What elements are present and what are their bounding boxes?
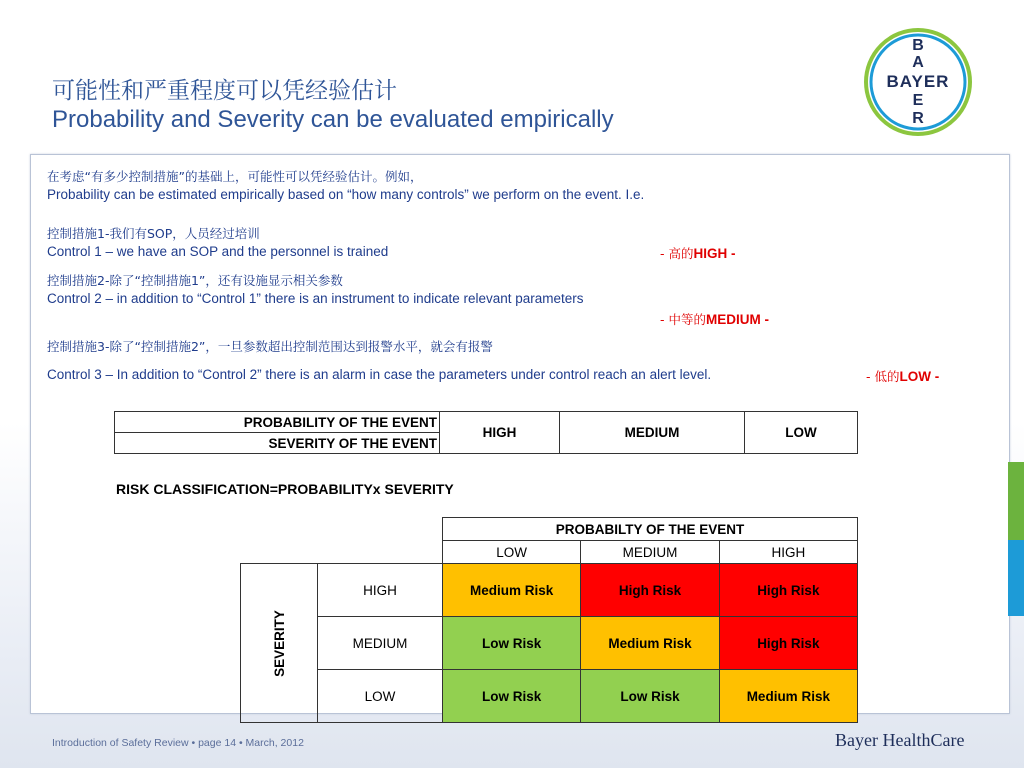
table-row: [241, 617, 858, 670]
control2-probability-tag: [660, 310, 769, 328]
prob-level-high: HIGH: [719, 541, 857, 564]
risk-cell: High Risk: [719, 564, 857, 617]
severity-label-text: SEVERITY: [271, 609, 287, 677]
table-row: [241, 564, 858, 617]
severity-level-low: LOW: [318, 670, 443, 723]
control1-text-chinese: 控制措施1-我们有SOP，人员经过培训: [47, 226, 260, 241]
svg-text:E: E: [912, 92, 924, 109]
side-accent-green: [1008, 462, 1024, 540]
svg-text:R: R: [912, 110, 924, 127]
table-row: [115, 412, 858, 433]
svg-text:B: B: [912, 37, 924, 54]
risk-cell: Low Risk: [581, 670, 719, 723]
intro-text-chinese: 在考虑“有多少控制措施”的基础上，可能性可以凭经验估计。例如，: [47, 169, 423, 184]
prob-level-low: LOW: [443, 541, 581, 564]
table-row: [241, 518, 858, 541]
control3-text-english: Control 3 – In addition to “Control 2” there is an alarm in case the parameters under control reach an alert level.: [47, 367, 712, 382]
control2-tag-prefix: - 中等的: [660, 312, 706, 327]
control1-tag-level: HIGH -: [693, 246, 736, 261]
matrix-corner-blank: [241, 541, 443, 564]
side-accent-blue: [1008, 540, 1024, 616]
severity-level-high: HIGH: [318, 564, 443, 617]
risk-cell: High Risk: [719, 617, 857, 670]
control2-tag-level: MEDIUM -: [705, 312, 769, 327]
risk-matrix-table: [240, 517, 858, 723]
slide-title-english: Probability and Severity can be evaluated empirically: [52, 106, 614, 133]
severity-axis-label: [241, 564, 318, 723]
table-row: [241, 670, 858, 723]
table-row: [241, 541, 858, 564]
probability-of-event-label: PROBABILITY OF THE EVENT: [115, 412, 440, 433]
control2-text-english: Control 2 – in addition to “Control 1” there is an instrument to indicate relevant parameters: [47, 291, 584, 306]
risk-cell: Low Risk: [443, 617, 581, 670]
brand-name: Bayer HealthCare: [835, 730, 965, 750]
severity-level-medium: MEDIUM: [318, 617, 443, 670]
control3-tag-prefix: - 低的: [866, 369, 900, 384]
risk-classification-formula: RISK CLASSIFICATION=PROBABILITYx SEVERITY: [116, 481, 454, 497]
probability-header: PROBABILTY OF THE EVENT: [443, 518, 858, 541]
prob-level-medium: MEDIUM: [581, 541, 719, 564]
level-high: HIGH: [440, 412, 560, 454]
control3-tag-level: LOW -: [899, 369, 940, 384]
risk-cell: High Risk: [581, 564, 719, 617]
control2-text-chinese: 控制措施2-除了“控制措施1”，还有设施显示相关参数: [47, 273, 343, 288]
risk-cell: Medium Risk: [581, 617, 719, 670]
bayer-cross-logo: [863, 27, 973, 137]
level-medium: MEDIUM: [559, 412, 744, 454]
risk-cell: Medium Risk: [719, 670, 857, 723]
control1-text-english: Control 1 – we have an SOP and the personnel is trained: [47, 244, 389, 259]
level-low: LOW: [744, 412, 857, 454]
intro-text-english: Probability can be estimated empirically based on “how many controls” we perform on the event. I.e.: [47, 187, 645, 202]
risk-cell: Low Risk: [443, 670, 581, 723]
event-levels-table: [114, 411, 858, 454]
control3-text-chinese: 控制措施3-除了“控制措施2”，一旦参数超出控制范围达到报警水平，就会有报警: [47, 339, 493, 354]
svg-text:BAYER: BAYER: [886, 72, 950, 91]
svg-text:A: A: [912, 54, 924, 71]
matrix-corner-blank: [241, 518, 443, 541]
severity-of-event-label: SEVERITY OF THE EVENT: [115, 433, 440, 454]
control1-probability-tag: [660, 244, 735, 262]
slide-title-chinese: 可能性和严重程度可以凭经验估计: [52, 78, 397, 104]
control1-tag-prefix: - 高的: [660, 246, 694, 261]
footer-text: Introduction of Safety Review • page 14 • March, 2012: [52, 737, 304, 749]
control3-probability-tag: [866, 367, 939, 385]
risk-cell: Medium Risk: [443, 564, 581, 617]
